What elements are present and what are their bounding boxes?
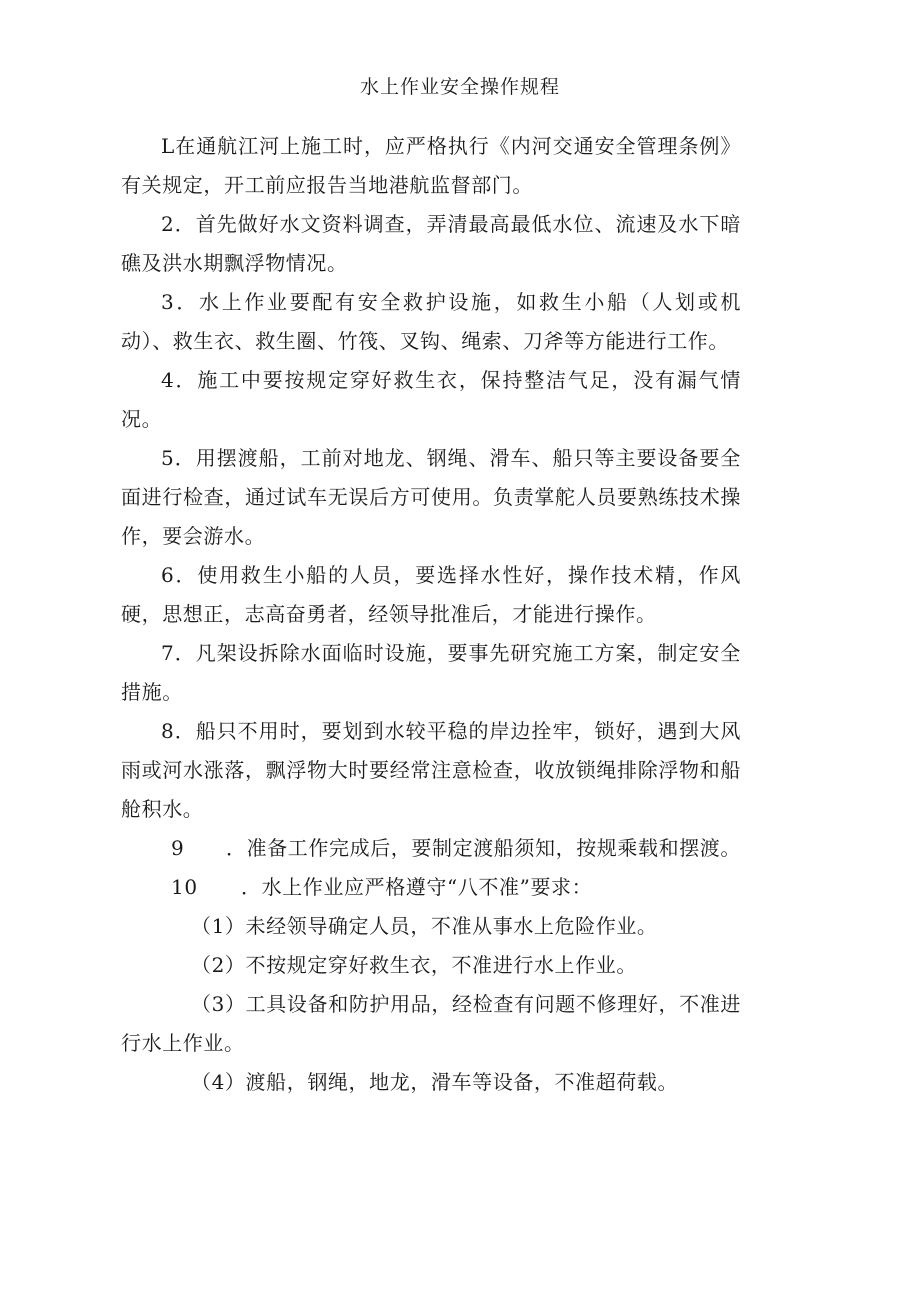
paragraph-5: 5．用摆渡船，工前对地龙、钢绳、滑车、船只等主要设备要全面进行检查，通过试车无误后方可使用。负责掌舵人员要熟练技术操作，要会游水。 [121, 446, 741, 548]
sub-item-3: （3）工具设备和防护用品，经检查有问题不修理好，不准进行水上作业。 [121, 992, 741, 1055]
item-9-number: 9 [171, 836, 185, 860]
sub-item-2: （2）不按规定穿好救生衣，不准进行水上作业。 [191, 953, 637, 977]
paragraph-7: 7．凡架设拆除水面临时设施，要事先研究施工方案，制定安全措施。 [121, 641, 741, 704]
paragraph-9 [121, 829, 741, 868]
item-9-text: ．准备工作完成后，要制定渡船须知，按规乘载和摆渡。 [226, 836, 741, 860]
paragraph-10 [121, 868, 741, 907]
paragraph-1: L在通航江河上施工时，应严格执行《内河交通安全管理条例》有关规定，开工前应报告当地港航监督部门。 [121, 134, 741, 197]
paragraph-3: 3．水上作业要配有安全救护设施，如救生小船（人划或机动）、救生衣、救生圈、竹筏、叉钩、绳索、刀斧等方能进行工作。 [121, 290, 741, 353]
sub-item-1: （1）未经领导确定人员，不准从事水上危险作业。 [191, 914, 658, 938]
document-body [121, 127, 741, 1102]
paragraph-4: 4．施工中要按规定穿好救生衣，保持整洁气足，没有漏气情况。 [121, 368, 741, 431]
document-title: 水上作业安全操作规程 [359, 76, 560, 98]
paragraph-2: 2．首先做好水文资料调查，弄清最高最低水位、流速及水下暗礁及洪水期飘浮物情况。 [121, 212, 741, 275]
paragraph-6: 6．使用救生小船的人员，要选择水性好，操作技术精，作风硬，思想正，志高奋勇者，经领导批准后，才能进行操作。 [121, 563, 741, 626]
item-10-number: 10 [171, 875, 198, 899]
item-10-text: ．水上作业应严格遵守“八不准”要求： [241, 875, 593, 899]
paragraph-8: 8．船只不用时，要划到水较平稳的岸边拴牢，锁好，遇到大风雨或河水涨落，飘浮物大时要经常注意检查，收放锁绳排除浮物和船舱积水。 [121, 719, 741, 821]
sub-item-4: （4）渡船，钢绳，地龙，滑车等设备，不准超荷载。 [191, 1070, 679, 1094]
